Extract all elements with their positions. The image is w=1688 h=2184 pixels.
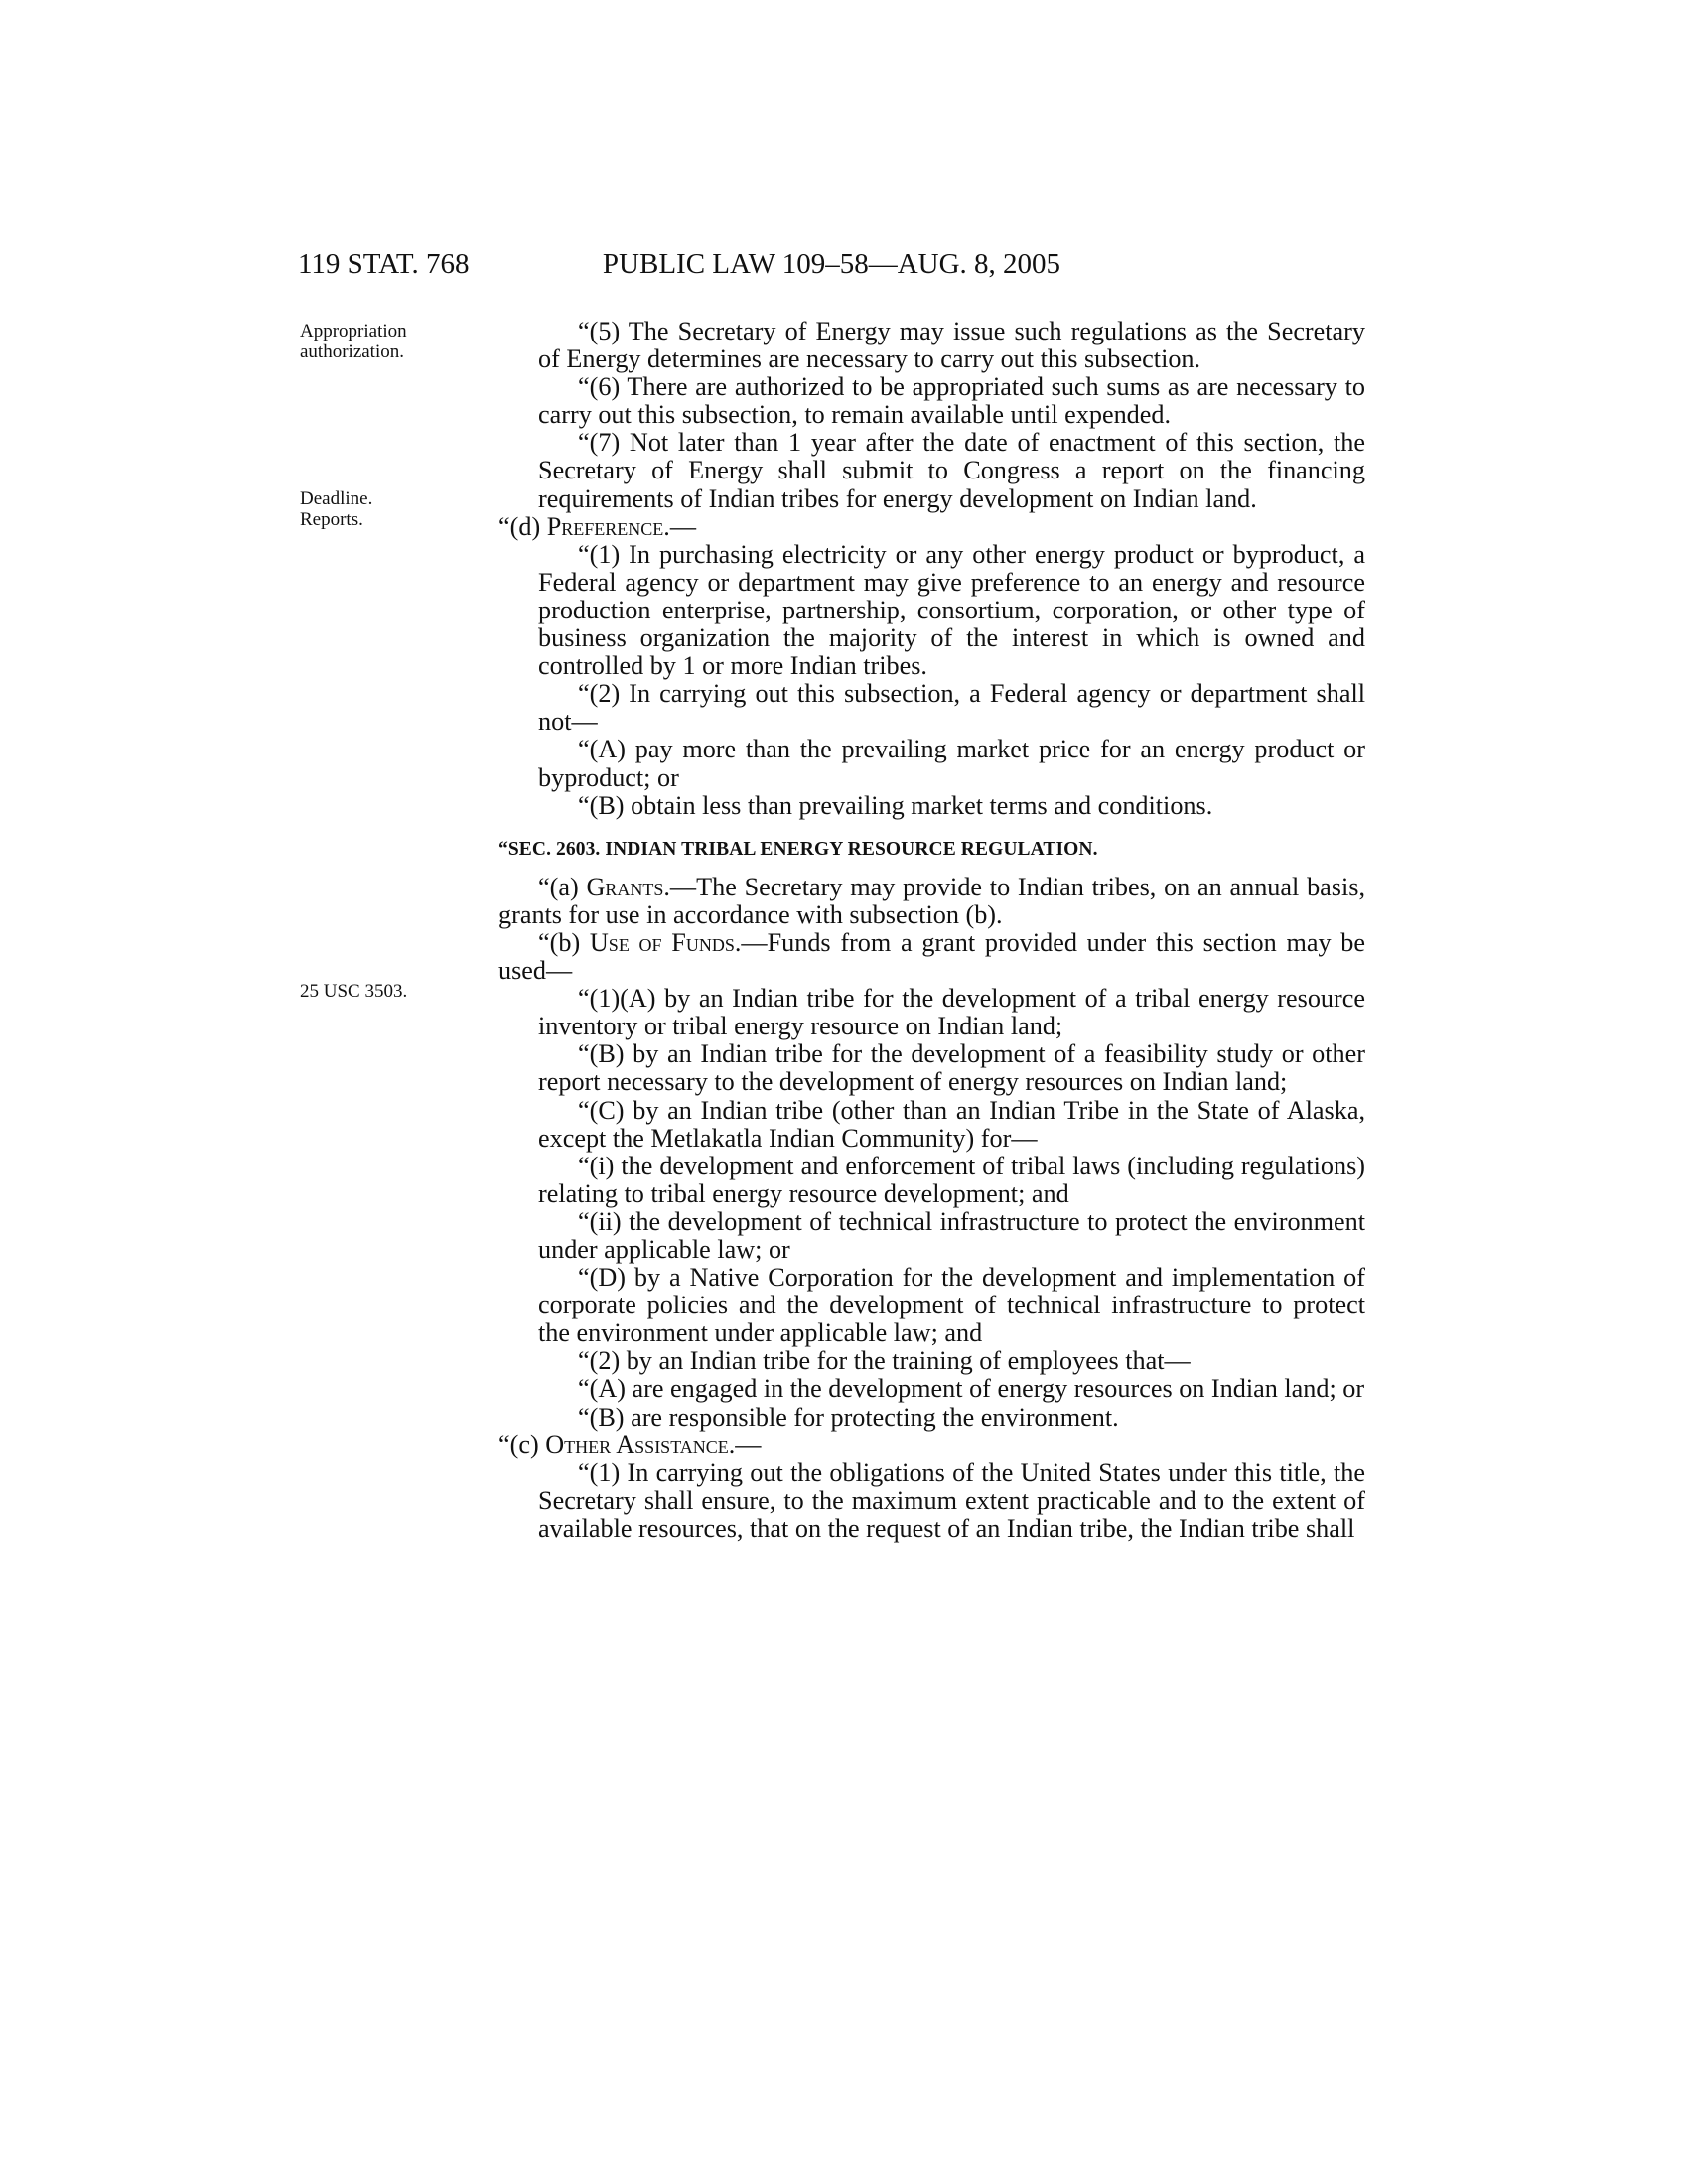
margin-note-usc: 25 USC 3503. [300, 981, 408, 1002]
paragraph-6: “(6) There are authorized to be appropriated such sums as are necessary to carry out this subsection, to remain available until expended. [538, 372, 1365, 430]
margin-note-deadline: Deadline. Reports. [300, 488, 373, 530]
paragraph-7: “(7) Not later than 1 year after the date of enactment of this section, the Secretary of Energy shall submit to Congress a report on the financing requirements of Indian tribes for energy development on Indian land. [538, 428, 1365, 513]
subsection-a: “(a) Grants.—The Secretary may provide to Indian tribes, on an annual basis, grants for use in accordance with subsection (b). [498, 872, 1365, 929]
page-header [298, 248, 1365, 288]
stat-page-number: 119 STAT. 768 [298, 248, 470, 280]
paragraph-b1A: “(1)(A) by an Indian tribe for the development of a tribal energy resource inventory or tribal energy resource on Indian land; [538, 984, 1365, 1041]
paragraph-5: “(5) The Secretary of Energy may issue such regulations as the Secretary of Energy determines are necessary to carry out this subsection. [538, 317, 1365, 374]
paragraph-bB: “(B) by an Indian tribe for the development of a feasibility study or other report necessary to the development of energy resources on Indian land; [538, 1039, 1365, 1097]
paragraph-b2: “(2) by an Indian tribe for the training of employees that— [578, 1346, 1191, 1376]
paragraph-d1: “(1) In purchasing electricity or any other energy product or byproduct, a Federal agency or department may give preference to an energy and resource production enterprise, partnership, consortium, corporation, or other type of business organization the majority of the interest in which is owned and controlled by 1 or more Indian tribes. [538, 539, 1365, 681]
paragraph-b2A: “(A) are engaged in the development of energy resources on Indian land; or [578, 1374, 1365, 1404]
paragraph-d2A: “(A) pay more than the prevailing market price for an energy product or byproduct; or [538, 735, 1365, 792]
document-body [498, 318, 1365, 1543]
margin-note-appropriation: Appropriation authorization. [300, 321, 407, 362]
paragraph-bCi: “(i) the development and enforcement of tribal laws (including regulations) relating to tribal energy resource development; and [538, 1151, 1365, 1208]
subsection-d-heading: “(d) Preference.— [498, 511, 697, 541]
paragraph-d2B: “(B) obtain less than prevailing market terms and conditions. [578, 790, 1213, 820]
subsection-b: “(b) Use of Funds.—Funds from a grant provided under this section may be used— [498, 927, 1365, 986]
paragraph-bCii: “(ii) the development of technical infrastructure to protect the environment under applicable law; or [538, 1206, 1365, 1264]
section-heading: “SEC. 2603. INDIAN TRIBAL ENERGY RESOURCE REGULATION. [498, 838, 1098, 860]
subsection-c-heading: “(c) Other Assistance.— [498, 1430, 762, 1459]
paragraph-bD: “(D) by a Native Corporation for the development and implementation of corporate policies and the development of technical infrastructure to protect the environment under applicable law; and [538, 1263, 1365, 1348]
paragraph-c1: “(1) In carrying out the obligations of the United States under this title, the Secretary shall ensure, to the maximum extent practicable and to the extent of available resources, that on the request of an Indian tribe, the Indian tribe shall [538, 1457, 1365, 1543]
law-title: PUBLIC LAW 109–58—AUG. 8, 2005 [602, 248, 1061, 280]
paragraph-bC: “(C) by an Indian tribe (other than an Indian Tribe in the State of Alaska, except the Metlakatla Indian Community) for— [538, 1095, 1365, 1153]
paragraph-b2B: “(B) are responsible for protecting the environment. [578, 1402, 1119, 1432]
paragraph-d2: “(2) In carrying out this subsection, a Federal agency or department shall not— [538, 679, 1365, 737]
